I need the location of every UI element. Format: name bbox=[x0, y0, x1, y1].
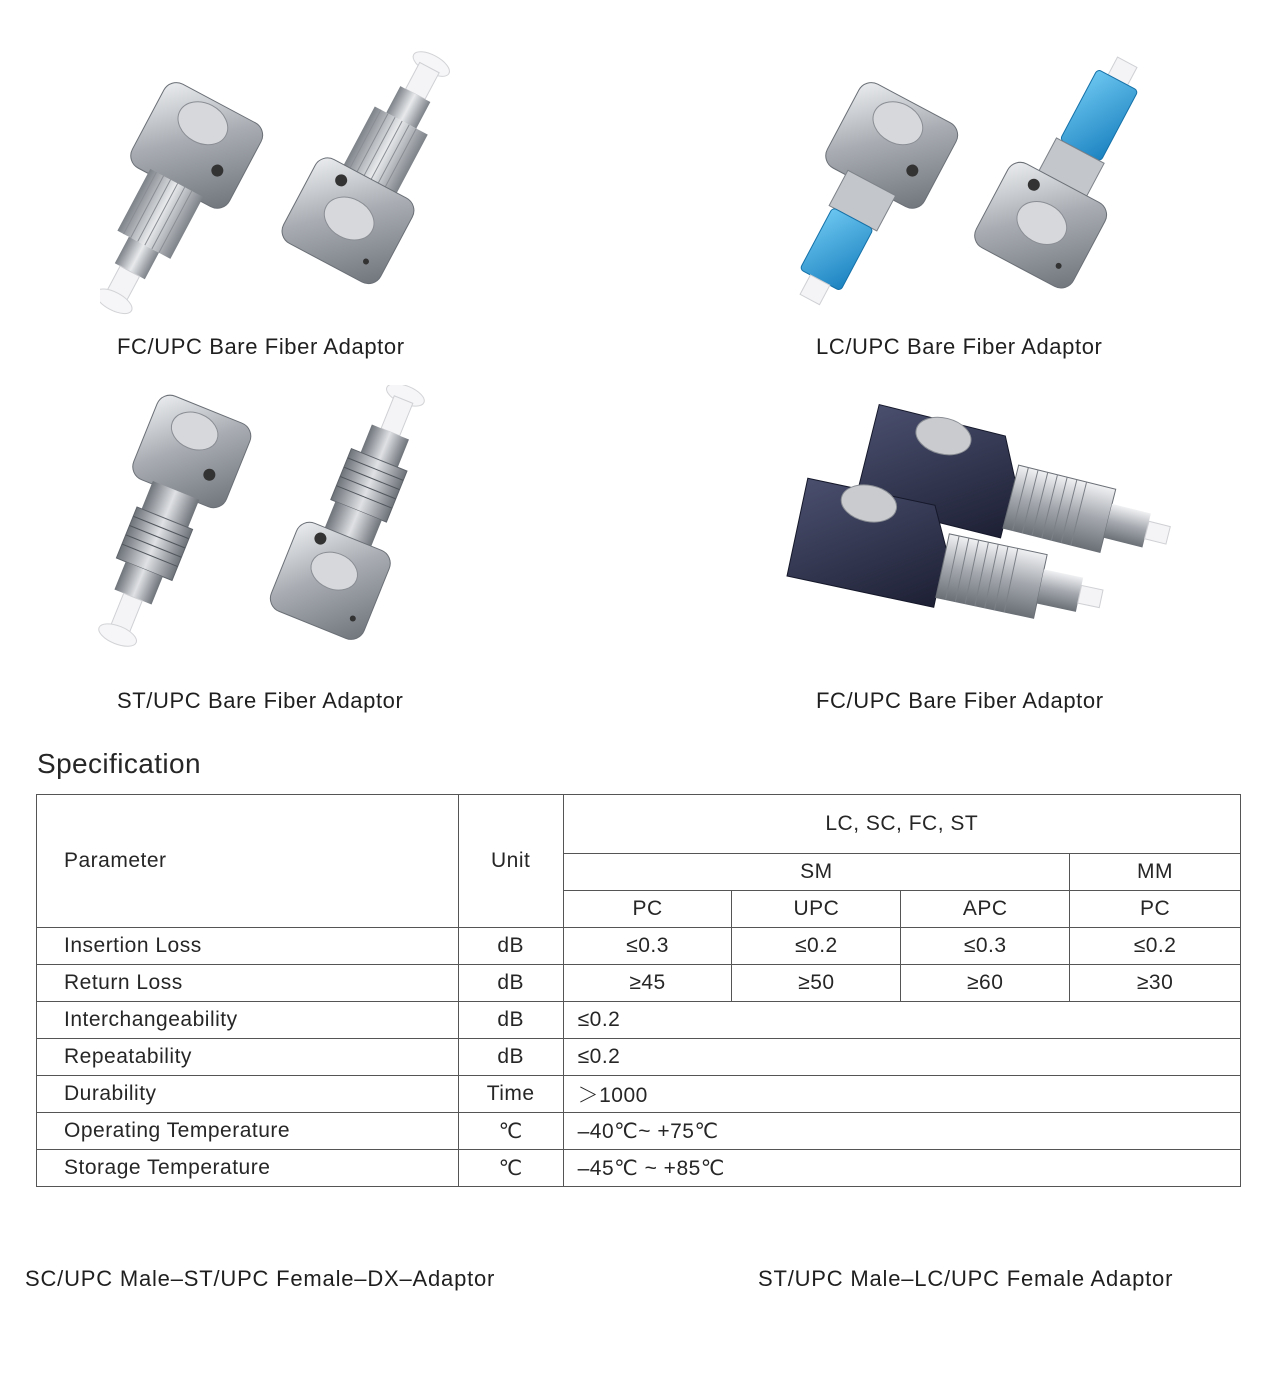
unit-cell: dB bbox=[458, 1039, 563, 1076]
param-cell: Durability bbox=[37, 1076, 459, 1113]
value-cell: ≥60 bbox=[901, 965, 1070, 1002]
table-row bbox=[37, 928, 1241, 965]
table-row bbox=[37, 1150, 1241, 1187]
value-cell: ＞1000 bbox=[563, 1076, 1240, 1113]
table-row bbox=[37, 1002, 1241, 1039]
value-cell: ≤0.3 bbox=[901, 928, 1070, 965]
unit-cell: dB bbox=[458, 928, 563, 965]
value-cell: ≤0.2 bbox=[563, 1039, 1240, 1076]
product-image-st-upc bbox=[95, 385, 475, 675]
fc-dark-adaptor-illustration bbox=[785, 400, 1185, 640]
param-cell: Repeatability bbox=[37, 1039, 459, 1076]
st-adaptor-illustration bbox=[95, 385, 475, 675]
param-cell: Insertion Loss bbox=[37, 928, 459, 965]
header-upc: UPC bbox=[732, 891, 901, 928]
unit-cell: Time bbox=[458, 1076, 563, 1113]
table-row bbox=[37, 965, 1241, 1002]
param-cell: Return Loss bbox=[37, 965, 459, 1002]
header-connectors: LC, SC, FC, ST bbox=[563, 795, 1240, 854]
value-cell: ≤0.2 bbox=[563, 1002, 1240, 1039]
footer-caption-right: ST/UPC Male–LC/UPC Female Adaptor bbox=[758, 1266, 1174, 1291]
header-sm: SM bbox=[563, 854, 1069, 891]
value-cell: ≤0.2 bbox=[732, 928, 901, 965]
value-cell: ≥45 bbox=[563, 965, 732, 1002]
header-apc: APC bbox=[901, 891, 1070, 928]
unit-cell: dB bbox=[458, 965, 563, 1002]
value-cell: ≤0.2 bbox=[1070, 928, 1241, 965]
value-cell: ≤0.3 bbox=[563, 928, 732, 965]
fc-adaptor-illustration bbox=[100, 40, 480, 330]
product-caption: FC/UPC Bare Fiber Adaptor bbox=[117, 334, 405, 359]
table-row bbox=[37, 1113, 1241, 1150]
param-cell: Operating Temperature bbox=[37, 1113, 459, 1150]
spec-title: Specification bbox=[37, 748, 201, 779]
header-unit: Unit bbox=[458, 795, 563, 928]
product-image-fc-upc-silver bbox=[100, 40, 480, 330]
param-cell: Interchangeability bbox=[37, 1002, 459, 1039]
product-caption: FC/UPC Bare Fiber Adaptor bbox=[816, 688, 1104, 713]
table-row bbox=[37, 1076, 1241, 1113]
table-row bbox=[37, 1039, 1241, 1076]
param-cell: Storage Temperature bbox=[37, 1150, 459, 1187]
header-parameter: Parameter bbox=[37, 795, 459, 928]
spec-table bbox=[36, 794, 1241, 1187]
unit-cell: ℃ bbox=[458, 1150, 563, 1187]
header-mm-pc: PC bbox=[1070, 891, 1241, 928]
product-image-fc-upc-dark bbox=[785, 400, 1185, 640]
header-pc: PC bbox=[563, 891, 732, 928]
value-cell: –45℃ ~ +85℃ bbox=[563, 1150, 1240, 1187]
product-caption: LC/UPC Bare Fiber Adaptor bbox=[816, 334, 1103, 359]
value-cell: ≥30 bbox=[1070, 965, 1241, 1002]
footer-caption-left: SC/UPC Male–ST/UPC Female–DX–Adaptor bbox=[25, 1266, 496, 1291]
lc-adaptor-illustration bbox=[795, 40, 1175, 330]
product-image-lc-upc bbox=[795, 40, 1175, 330]
header-mm: MM bbox=[1070, 854, 1241, 891]
unit-cell: ℃ bbox=[458, 1113, 563, 1150]
spec-header-row bbox=[37, 795, 1241, 854]
product-caption: ST/UPC Bare Fiber Adaptor bbox=[117, 688, 404, 713]
value-cell: –40℃~ +75℃ bbox=[563, 1113, 1240, 1150]
unit-cell: dB bbox=[458, 1002, 563, 1039]
value-cell: ≥50 bbox=[732, 965, 901, 1002]
